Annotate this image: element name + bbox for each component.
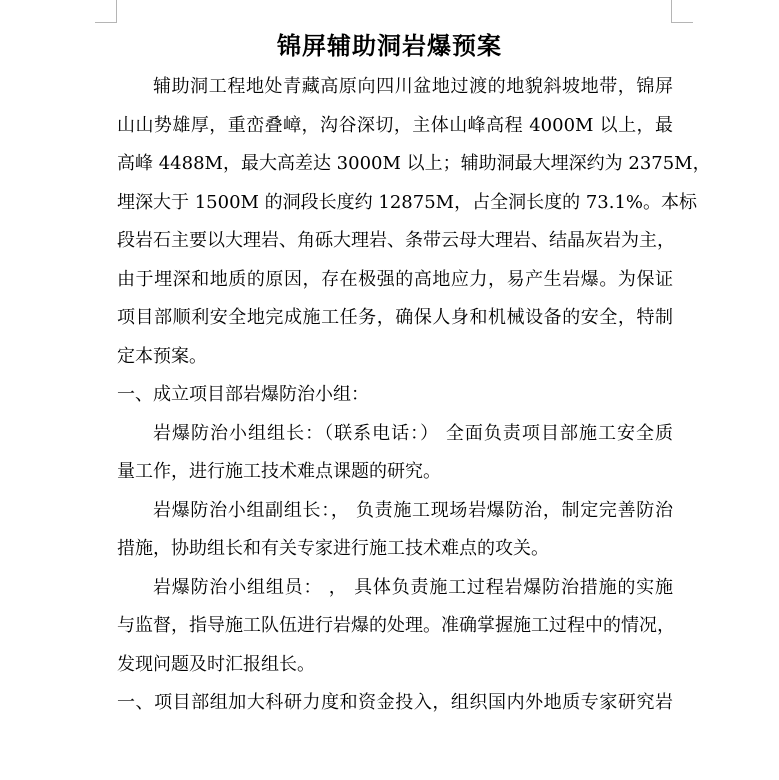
crop-mark-top-left-horizontal [95, 22, 117, 23]
section-heading: 一、项目部组加大科研力度和资金投入，组织国内外地质专家研究岩 [117, 692, 673, 713]
paragraph-line: 高峰 4488M，最大高差达 3000M 以上；辅助洞最大埋深约为 2375M， [117, 153, 711, 174]
document-title: 锦屏辅助洞岩爆预案 [277, 32, 502, 60]
crop-mark-top-right-vertical [671, 0, 672, 22]
crop-mark-top-right-horizontal [671, 22, 693, 23]
paragraph-line: 岩爆防治小组组员： ， 具体负责施工过程岩爆防治措施的实施 [153, 576, 673, 598]
paragraph-line: 段岩石主要以大理岩、角砾大理岩、条带云母大理岩、结晶灰岩为主， [117, 230, 675, 251]
paragraph-line: 辅助洞工程地处青藏高原向四川盆地过渡的地貌斜坡地带，锦屏 [153, 76, 673, 97]
paragraph-line: 岩爆防治小组副组长：， 负责施工现场岩爆防治，制定完善防治 [153, 499, 673, 521]
paragraph-line: 量工作，进行施工技术难点课题的研究。 [117, 461, 441, 482]
paragraph-line: 定本预案。 [117, 345, 207, 367]
paragraph-line: 项目部顺利安全地完成施工任务，确保人身和机械设备的安全，特制 [117, 307, 673, 328]
paragraph-line: 与监督，指导施工队伍进行岩爆的处理。准确掌握施工过程中的情况， [117, 615, 675, 636]
paragraph-line: 发现问题及时汇报组长。 [117, 653, 315, 675]
paragraph-line: 措施，协助组长和有关专家进行施工技术难点的攻关。 [117, 538, 549, 559]
paragraph-line: 山山势雄厚，重峦叠嶂，沟谷深切，主体山峰高程 4000M 以上，最 [117, 114, 673, 136]
paragraph-line: 岩爆防治小组组长：（联系电话：） 全面负责项目部施工安全质 [153, 422, 673, 444]
document-body [117, 68, 711, 723]
crop-mark-top-left-vertical [116, 0, 117, 22]
section-heading: 一、成立项目部岩爆防治小组： [117, 384, 369, 405]
paragraph-line: 由于埋深和地质的原因，存在极强的高地应力，易产生岩爆。为保证 [117, 268, 673, 290]
paragraph-line: 埋深大于 1500M 的洞段长度约 12875M，占全洞长度的 73.1%。本标 [117, 191, 697, 213]
